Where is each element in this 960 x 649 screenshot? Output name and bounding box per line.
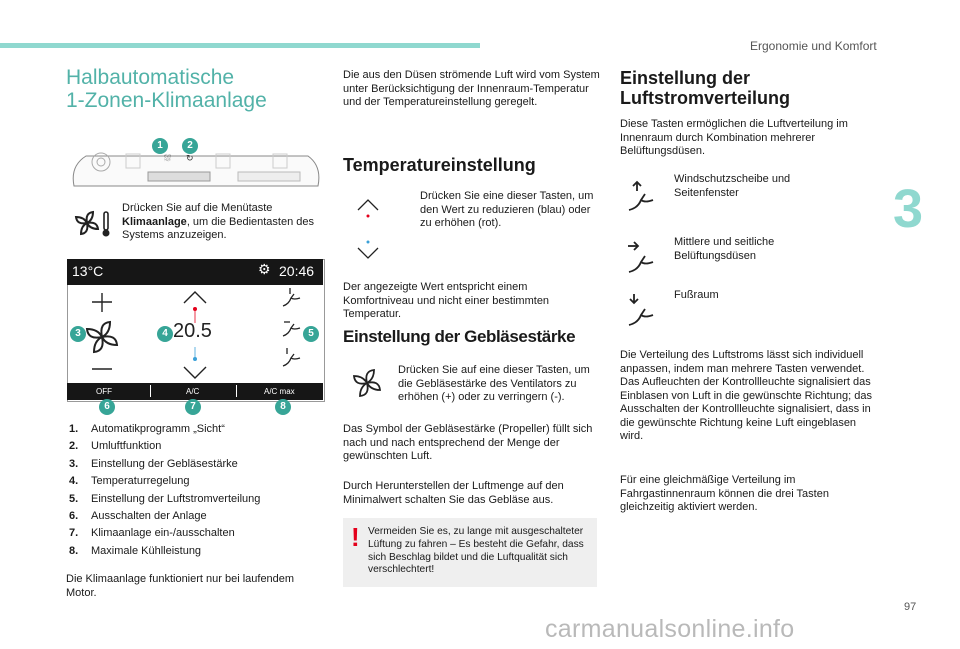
face-airflow-icon[interactable] — [283, 324, 300, 336]
svg-text:↻: ↻ — [186, 154, 194, 164]
menu-instruction: Drücken Sie auf die Menütaste Klimaanlage, um die Bedientasten des Systems anzuzeigen. — [122, 202, 315, 241]
list-item: 6. Ausschalten der Anlage — [69, 509, 207, 522]
badge-8: 8 — [275, 399, 291, 415]
button-divider — [236, 385, 237, 397]
temperature-buttons-icon — [356, 196, 380, 260]
watermark: carmanualsonline.info — [545, 615, 795, 643]
off-button[interactable]: OFF — [96, 387, 112, 396]
windshield-airflow-icon[interactable] — [283, 294, 300, 306]
airflow-heading — [620, 68, 790, 108]
settings-gear-icon: ⚙ — [258, 261, 271, 277]
badge-5: 5 — [303, 326, 319, 342]
airflow-tip: Für eine gleichmäßige Verteilung im Fahrgastinnenraum können die drei Tasten gleichzeitig aktiviert werden. — [620, 474, 829, 513]
fan-note-2: Durch Herunterstellen der Luftmenge auf den Minimalwert schalten Sie das Gebläse aus. — [343, 480, 564, 506]
page-number: 97 — [904, 601, 917, 613]
chevron-up-icon — [358, 200, 378, 210]
page-title-line1: Halbautomatische — [66, 66, 235, 89]
airflow-intro: Diese Tasten ermöglichen die Luftverteilung im Innenraum durch Kombination mehrerer Belüftungsdüsen. — [620, 118, 848, 157]
ac-max-button[interactable]: A/C max — [264, 387, 295, 396]
svg-text:⛆: ⛆ — [164, 154, 172, 164]
footwell-airflow-icon — [626, 293, 656, 329]
warning-text: Vermeiden Sie es, zu lange mit ausgeschalteter Lüftung zu fahren – Es besteht die Gefahr, dass sich Beschlag bildet und die Luftqualität sich verschlechtert! — [368, 526, 584, 576]
temperature-value: 20.5 — [173, 320, 212, 342]
badge-4: 4 — [157, 326, 173, 342]
list-item: 8. Maximale Kühlleistung — [69, 544, 202, 557]
fan-instruction: Drücken Sie auf eine dieser Tasten, um die Gebläsestärke des Ventilators zu erhöhen (+) oder zu verringern (-). — [398, 364, 590, 403]
chevron-down-icon — [358, 248, 378, 258]
airflow-description: Die Verteilung des Luftstroms lässt sich individuell anpassen, indem man mehrere Tasten verwendet. Das Aufleuchten der Kontrollleuchte signalisiert das Einblasen von Luft in die gewünschte Richtung; das Ausschalten der Kontrollleuchte signalisiert, dass in die gewünschte Richtung keine Luft eingeblasen wird. — [620, 349, 872, 442]
airflow-heading-line2: Luftstromverteilung — [620, 88, 791, 108]
chevron-down-icon[interactable] — [184, 367, 206, 378]
fan-icon — [352, 368, 382, 398]
page-title — [66, 66, 326, 112]
engine-note: Die Klimaanlage funktioniert nur bei laufendem Motor. — [66, 573, 295, 599]
airflow-item-face: Mittlere und seitliche Belüftungsdüsen — [674, 236, 775, 262]
face-airflow-icon — [626, 240, 656, 276]
ac-button[interactable]: A/C — [186, 387, 200, 396]
airflow-item-windshield: Windschutzscheibe und Seitenfenster — [674, 173, 791, 199]
airflow-item-footwell: Fußraum — [674, 289, 719, 301]
list-item: 1. Automatikprogramm „Sicht“ — [69, 423, 225, 435]
fan-note-1: Das Symbol der Gebläsestärke (Propeller) füllt sich nach und nach entsprechend der Menge der gewünschten Luft. — [343, 423, 593, 462]
fan-heading: Einstellung der Gebläsestärke — [343, 327, 576, 346]
footwell-airflow-icon[interactable] — [283, 354, 300, 366]
list-item: 7. Klimaanlage ein-/ausschalten — [69, 527, 235, 540]
airflow-controls — [280, 286, 304, 374]
fan-icon[interactable] — [84, 319, 120, 355]
temperature-note: Der angezeigte Wert entspricht einem Komfortniveau und nicht einer bestimmten Temperatur. — [343, 281, 550, 320]
list-item: 5. Einstellung der Luftstromverteilung — [69, 492, 261, 505]
badge-6: 6 — [99, 399, 115, 415]
clock: 20:46 — [279, 263, 315, 279]
section-title: Ergonomie und Komfort — [750, 39, 877, 53]
badge-7: 7 — [185, 399, 201, 415]
badge-1: 1 — [152, 138, 168, 154]
badge-2: 2 — [182, 138, 198, 154]
outside-temperature: 13°C — [72, 263, 104, 279]
airflow-heading-line1: Einstellung der — [620, 68, 751, 88]
temperature-heading: Temperatureinstellung — [343, 155, 536, 175]
badge-3: 3 — [70, 326, 86, 342]
temperature-instruction: Drücken Sie eine dieser Tasten, um den Wert zu reduzieren (blau) oder zu erhöhen (rot). — [420, 190, 594, 229]
chevron-up-icon[interactable] — [184, 292, 206, 303]
header-accent-bar — [0, 43, 480, 48]
page-title-line2: 1-Zonen-Klimaanlage — [66, 89, 267, 112]
warning-icon: ! — [351, 522, 360, 552]
list-item: 2. Umluftfunktion — [69, 440, 162, 453]
fan-thermometer-icon — [74, 208, 112, 238]
windshield-airflow-icon — [626, 180, 656, 214]
chapter-number: 3 — [893, 179, 924, 239]
button-divider — [150, 385, 151, 397]
system-intro: Die aus den Düsen strömende Luft wird vom System unter Berücksichtigung der Innenraum-Temperatur und der Temperatureinstellung geregelt. — [343, 69, 600, 108]
function-list — [69, 423, 319, 562]
list-item: 4. Temperaturregelung — [69, 475, 190, 488]
list-item: 3. Einstellung der Gebläsestärke — [69, 457, 238, 470]
